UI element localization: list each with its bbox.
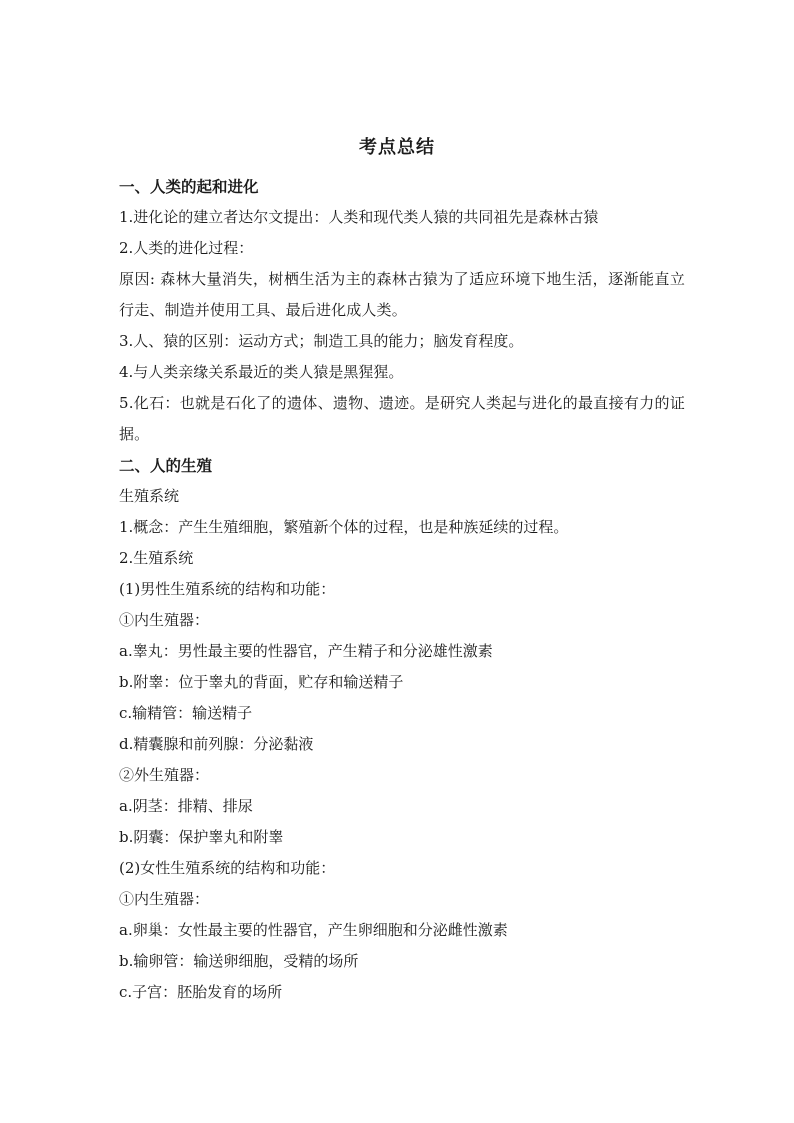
text-line: b.附睾：位于睾丸的背面，贮存和输送精子 <box>119 673 404 691</box>
text-line: 1.概念：产生生殖细胞，繁殖新个体的过程，也是种族延续的过程。 <box>119 518 569 536</box>
page-title: 考点总结 <box>359 137 435 158</box>
text-line: b.阴囊：保护睾丸和附睾 <box>119 828 284 846</box>
text-line: d.精囊腺和前列腺：分泌黏液 <box>119 735 314 753</box>
text-line: 5.化石：也就是石化了的遗体、遗物、遗迹。是研究人类起与进化的最直接有力的证据。 <box>119 394 685 443</box>
section-heading: 二、人的生殖 <box>119 456 213 475</box>
text-line: 原因: 森林大量消失，树栖生活为主的森林古猿为了适应环境下地生活，逐渐能直立行走、制造并使用工具、最后进化成人类。 <box>119 270 685 319</box>
section-heading: 一、人类的起和进化 <box>119 177 259 196</box>
text-line: c.输精管：输送精子 <box>119 704 253 722</box>
text-line: 2.人类的进化过程： <box>119 239 254 257</box>
text-line: ②外生殖器： <box>119 766 210 784</box>
document-body <box>119 171 685 1008</box>
text-line: c.子宫：胚胎发育的场所 <box>119 983 283 1001</box>
text-line: 3.人、猿的区别：运动方式；制造工具的能力；脑发育程度。 <box>119 332 524 350</box>
text-line: a.阴茎：排精、排尿 <box>119 797 253 815</box>
text-line: (1)男性生殖系统的结构和功能： <box>119 580 336 598</box>
text-line: b.输卵管：输送卵细胞，受精的场所 <box>119 952 359 970</box>
text-line: 4.与人类亲缘关系最近的类人猿是黑猩猩。 <box>119 363 404 381</box>
text-line: 生殖系统 <box>119 487 180 505</box>
text-line: a.卵巢：女性最主要的性器官，产生卵细胞和分泌雌性激素 <box>119 921 508 939</box>
text-line: (2)女性生殖系统的结构和功能： <box>119 859 336 877</box>
text-line: ①内生殖器： <box>119 890 210 908</box>
text-line: 2.生殖系统 <box>119 549 194 567</box>
text-line: a.睾丸：男性最主要的性器官，产生精子和分泌雄性激素 <box>119 642 493 660</box>
text-line: 1.进化论的建立者达尔文提出：人类和现代类人猿的共同祖先是森林古猿 <box>119 208 599 226</box>
text-line: ①内生殖器： <box>119 611 210 629</box>
